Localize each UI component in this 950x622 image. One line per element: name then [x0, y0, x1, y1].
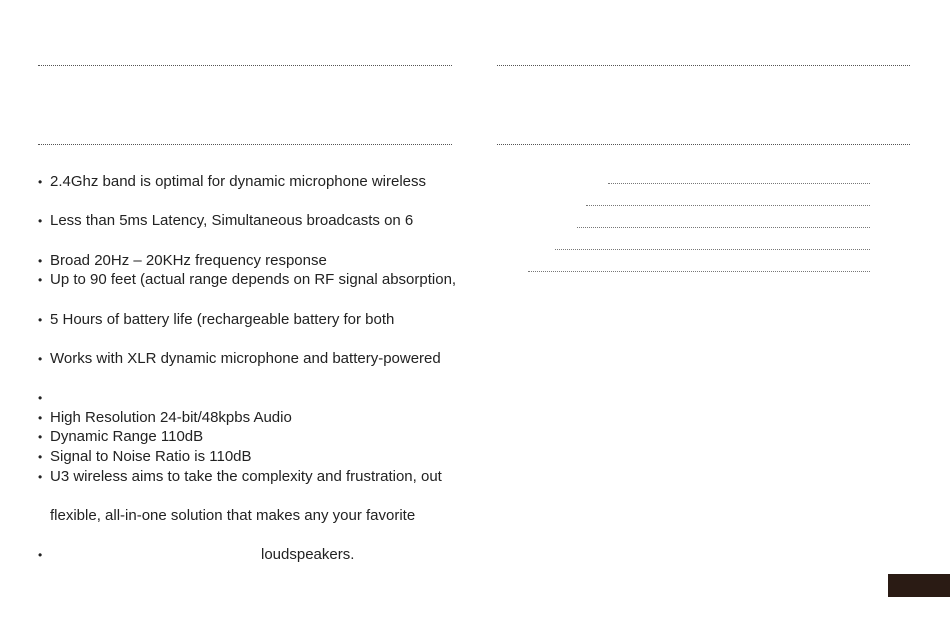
feature-text: Works with XLR dynamic microphone and battery-powered	[50, 350, 441, 367]
bullet-marker: •	[38, 470, 43, 484]
bullet-marker: •	[38, 450, 43, 464]
feature-text: loudspeakers.	[261, 546, 355, 563]
feature-item	[38, 270, 456, 290]
bullet-marker: •	[38, 391, 43, 405]
spec-rule-5	[528, 271, 870, 272]
bullet-marker: •	[38, 214, 43, 228]
feature-text: Less than 5ms Latency, Simultaneous broadcasts on 6	[50, 212, 414, 229]
feature-item	[38, 172, 426, 192]
spec-rule-2	[586, 205, 870, 206]
feature-text: Up to 90 feet (actual range depends on RF signal absorption,	[50, 271, 457, 288]
feature-item	[38, 310, 394, 330]
left-bottom-rule	[38, 144, 452, 145]
feature-text: U3 wireless aims to take the complexity and frustration, out	[50, 468, 442, 485]
feature-text: 2.4Ghz band is optimal for dynamic microphone wireless	[50, 173, 427, 190]
feature-item	[38, 408, 292, 428]
spec-rule-1	[608, 183, 870, 184]
feature-text: Broad 20Hz – 20KHz frequency response	[50, 252, 327, 269]
page-tab-marker	[888, 574, 950, 597]
feature-item	[38, 211, 413, 231]
spec-rule-3	[577, 227, 870, 228]
feature-item	[38, 349, 441, 369]
feature-text: 5 Hours of battery life (rechargeable battery for both	[50, 311, 395, 328]
bullet-marker: •	[38, 411, 43, 425]
bullet-marker: •	[38, 273, 43, 287]
bullet-marker: •	[38, 175, 43, 189]
bullet-marker: •	[38, 352, 43, 366]
feature-item	[38, 447, 252, 467]
bullet-marker: •	[38, 313, 43, 327]
feature-continuation: flexible, all-in-one solution that makes any your favorite	[50, 507, 416, 524]
spec-rule-4	[555, 249, 870, 250]
feature-item	[38, 545, 358, 564]
bullet-marker: •	[38, 254, 43, 268]
feature-item	[38, 467, 442, 487]
bullet-marker: •	[38, 430, 43, 444]
feature-item	[38, 251, 327, 271]
feature-item	[38, 427, 203, 447]
right-top-rule	[497, 65, 910, 66]
feature-text: Signal to Noise Ratio is 110dB	[50, 448, 252, 465]
feature-text: Dynamic Range 110dB	[50, 428, 204, 445]
right-bottom-rule	[497, 144, 910, 145]
left-top-rule	[38, 65, 452, 66]
feature-item	[38, 388, 50, 408]
feature-text: High Resolution 24-bit/48kpbs Audio	[50, 409, 292, 426]
bullet-marker: •	[38, 548, 43, 562]
